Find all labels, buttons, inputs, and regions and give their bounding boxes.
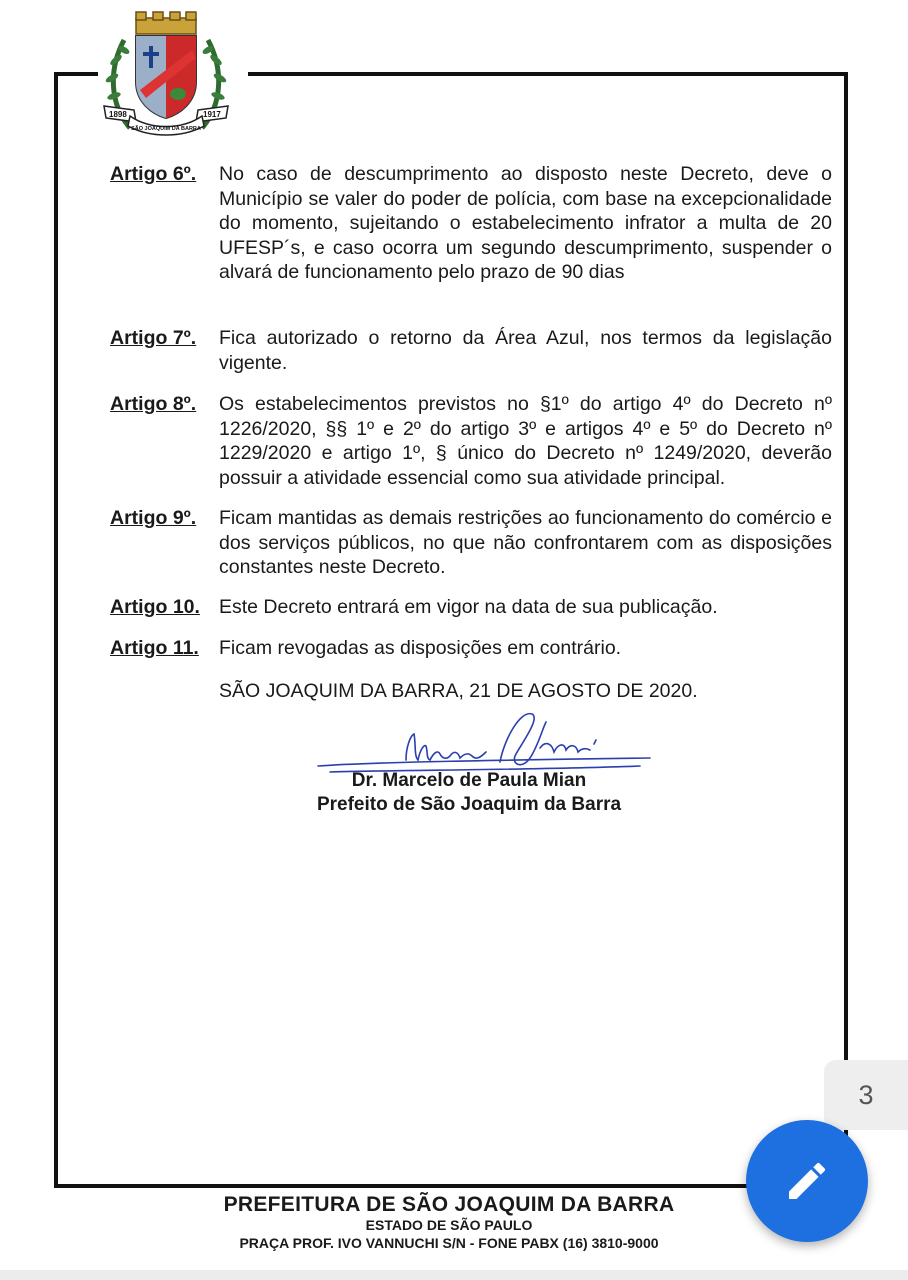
article-text: Ficam mantidas as demais restrições ao funcionamento do comércio e dos serviços públicos, no que não confrontarem com as disposições constantes neste Decreto.	[219, 507, 832, 578]
article-label: Artigo 10.	[110, 596, 200, 618]
signatory-title: Prefeito de São Joaquim da Barra	[316, 794, 622, 815]
article-text: Os estabelecimentos previstos no §1º do artigo 4º do Decreto nº 1226/2020, §§ 1º e 2º do artigo 3º e artigos 4º e 5º do Decreto nº 1229/2020 e artigo 1º, § único do Decreto nº 1249/2020, deverão possuir a atividade essencial como sua atividade principal.	[219, 393, 832, 489]
article-label: Artigo 7º.	[110, 327, 197, 349]
footer-address: PRAÇA PROF. IVO VANNUCHI S/N - FONE PABX (16) 3810-9000	[239, 1235, 659, 1251]
article-text: Ficam revogadas as disposições em contrário.	[219, 637, 622, 659]
article-9	[110, 506, 832, 580]
frame-bottom	[54, 1184, 848, 1188]
article-text: No caso de descumprimento ao disposto neste Decreto, deve o Município se valer do poder de polícia, com base na excepcionalidade do momento, sujeitando o estabelecimento infrator a multa de 20 UFESP´s, e caso ocorra um segundo descumprimento, suspender o alvará de funcionamento pelo prazo de 90 dias	[219, 163, 832, 283]
crest-banner-text: SÃO JOAQUIM DA BARRA	[131, 126, 201, 132]
coat-of-arms-logo	[100, 10, 232, 140]
page-number-badge	[824, 1060, 908, 1130]
article-label: Artigo 11.	[110, 637, 199, 659]
article-text: Este Decreto entrará em vigor na data de sua publicação.	[219, 596, 718, 618]
article-text: Fica autorizado o retorno da Área Azul, nos termos da legislação vigente.	[219, 327, 832, 374]
article-6	[110, 162, 832, 285]
article-7	[110, 326, 832, 375]
frame-top-right	[248, 72, 848, 76]
frame-right	[844, 72, 848, 1188]
date-line: SÃO JOAQUIM DA BARRA, 21 DE AGOSTO DE 2020.	[219, 680, 698, 702]
pencil-icon	[783, 1157, 831, 1205]
article-11	[110, 636, 832, 661]
crest-year-right: 1917	[203, 110, 221, 119]
article-label: Artigo 8º.	[110, 393, 197, 415]
footer-state: ESTADO DE SÃO PAULO	[365, 1217, 533, 1233]
article-label: Artigo 9º.	[110, 507, 197, 529]
article-label: Artigo 6º.	[110, 163, 197, 185]
article-10	[110, 595, 832, 620]
frame-left	[54, 72, 58, 1188]
crest-year-left: 1898	[109, 110, 127, 119]
edit-button[interactable]	[746, 1120, 868, 1242]
frame-top-left	[54, 72, 98, 76]
article-8	[110, 392, 832, 490]
page-number: 3	[858, 1079, 874, 1110]
bottom-strip	[0, 1270, 908, 1280]
footer-org-name: PREFEITURA DE SÃO JOAQUIM DA BARRA	[223, 1193, 675, 1216]
signatory-name: Dr. Marcelo de Paula Mian	[351, 770, 587, 791]
